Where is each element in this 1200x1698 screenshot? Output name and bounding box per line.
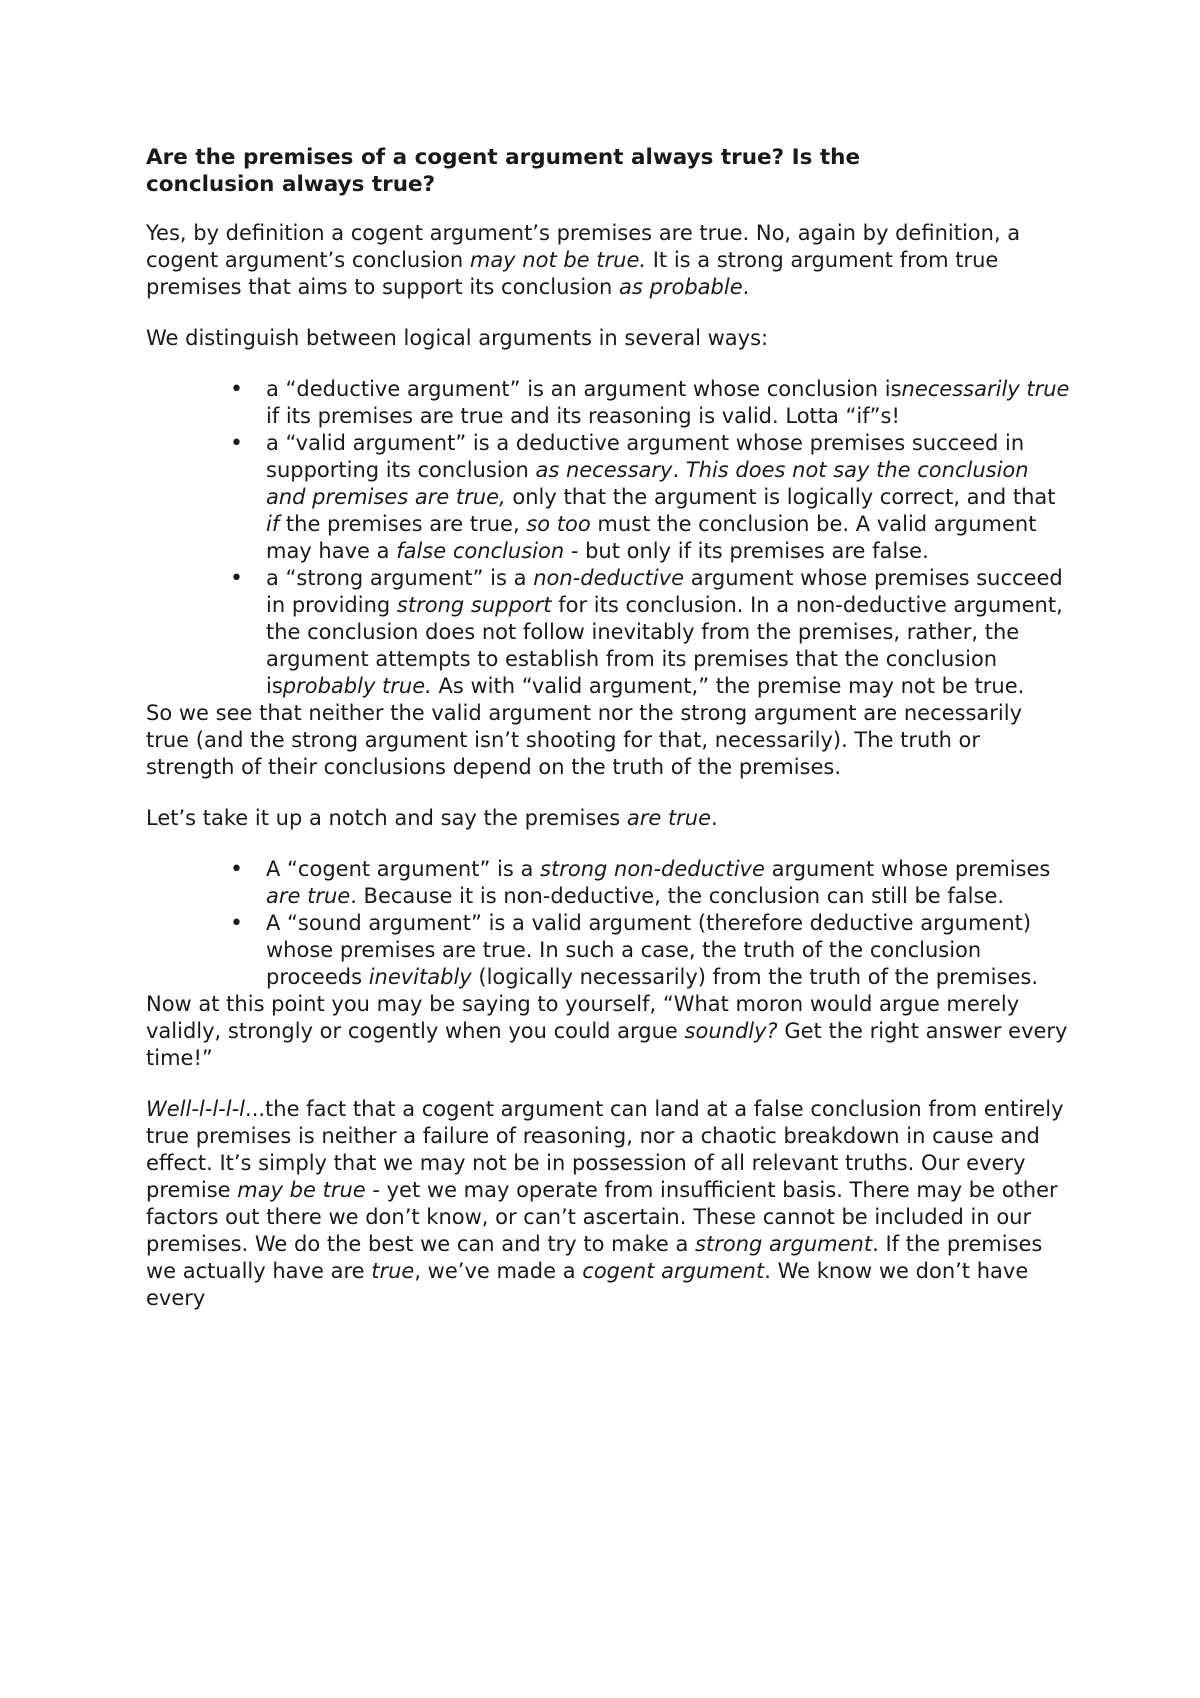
paragraph-take-it-up: Let’s take it up a notch and say the premises are true.	[146, 806, 718, 830]
list-item-deductive: • a “deductive argument” is an argument whose conclusion isnecessarily true if its premises are true and its reasoning is valid. Lotta “if”s!	[266, 376, 1070, 430]
list-item-strong: • a “strong argument” is a non-deductive argument whose premises succeed in providing strong support for its conclusion. In a non-deductive argument, the conclusion does not follow inevitably from the premises, rather, the argument attempts to establish from its premises that the conclusion isprobably true. As with “valid argument,” the premise may not be true.	[266, 565, 1070, 700]
paragraph-well: Well-l-l-l-l...the fact that a cogent argument can land at a false conclusion from entirely true premises is neither a failure of reasoning, nor a chaotic breakdown in cause and effect. It’s simply that we may not be in possession of all relevant truths. Our every premise may be true - yet we may operate from insufficient basis. There may be other factors out there we don’t know, or can’t ascertain. These cannot be included in our premises. We do the best we can and try to make a strong argument. If the premises we actually have are true, we’ve made a cogent argument. We know we don’t have every	[146, 1097, 1064, 1310]
paragraph-intro-distinctions: We distinguish between logical arguments in several ways:	[146, 326, 769, 350]
list-item-cogent: • A “cogent argument” is a strong non-deductive argument whose premises are true. Because it is non-deductive, the conclusion can still be false.	[266, 856, 1070, 910]
paragraph-definition-answer: Yes, by definition a cogent argument’s premises are true. No, again by definition, a cogent argument’s conclusion may not be true. It is a strong argument from true premises that aims to support its conclusion as probable.	[146, 221, 1021, 299]
argument-types-list	[146, 376, 1070, 700]
paragraph-argue-soundly: Now at this point you may be saying to yourself, “What moron would argue merely validly, strongly or cogently when you could argue soundly? Get the right answer every time!”	[146, 992, 1068, 1070]
true-premise-arguments-list	[146, 856, 1070, 991]
paragraph-neither-necessarily-true: So we see that neither the valid argument nor the strong argument are necessarily true (and the strong argument isn’t shooting for that, necessarily). The truth or strength of their conclusions depend on the truth of the premises.	[146, 701, 1023, 779]
list-item-valid: • a “valid argument” is a deductive argument whose premises succeed in supporting its conclusion as necessary. This does not say the conclusion and premises are true, only that the argument is logically correct, and that if the premises are true, so too must the conclusion be. A valid argument may have a false conclusion - but only if its premises are false.	[266, 430, 1070, 565]
list-item-sound: • A “sound argument” is a valid argument (therefore deductive argument) whose premises are true. In such a case, the truth of the conclusion proceeds inevitably (logically necessarily) from the truth of the premises.	[266, 910, 1070, 991]
page-title: Are the premises of a cogent argument always true? Is the conclusion always true?	[146, 145, 861, 197]
